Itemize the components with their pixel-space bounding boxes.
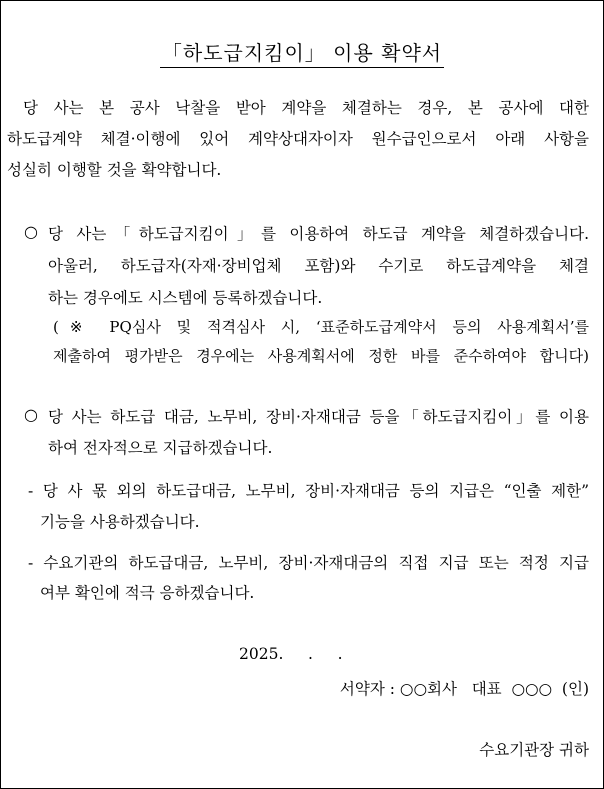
item2-line-1: 당 사는 하도급 대금, 노무비, 장비·자재대금 등을「하도급지킴이」를 이용 [48, 408, 589, 426]
item1-line-1: 당 사는「하도급지킴이」를 이용하여 하도급 계약을 체결하겠습니다. [48, 225, 589, 243]
intro-line-3: 성실히 이행할 것을 확약합니다. [7, 161, 222, 179]
bullet-circle-icon: ○ [24, 405, 38, 424]
sub1-line-2: 기능을 사용하겠습니다. [40, 513, 200, 531]
item2-line-2: 하여 전자적으로 지급하겠습니다. [48, 439, 273, 457]
item1-line-2: 아울러, 하도급자(자재·장비업체 포함)와 수기로 하도급계약을 체결 [48, 257, 589, 275]
intro-line-2: 하도급계약 체결·이행에 있어 계약상대자이자 원수급인으로서 아래 사항을 [7, 130, 589, 148]
item1-note-line-1: (※ PQ심사 및 적격심사 시, ‘표준하도급계약서 등의 사용계획서’를 [53, 318, 589, 336]
item1-note-line-2: 제출하여 평가받은 경우에는 사용계획서에 정한 바를 준수하여야 합니다) [53, 347, 589, 365]
document-title: 「하도급지킴이」 이용 확약서 [1, 37, 603, 66]
item1-line-3: 하는 경우에도 시스템에 등록하겠습니다. [48, 289, 323, 307]
addressee: 수요기관장 귀하 [479, 741, 589, 759]
bullet-circle-icon: ○ [24, 222, 38, 241]
signer-line: 서약자 : ○○회사 대표 ○○○ (인) [339, 680, 589, 698]
signature-date: 2025. . . [239, 645, 343, 663]
sub2-line-2: 여부 확인에 적극 응하겠습니다. [40, 584, 255, 602]
sub1-line-1: - 당 사 몫 외의 하도급대금, 노무비, 장비·자재대금 등의 지급은 “인출 제한” [28, 482, 589, 500]
intro-line-1: 당 사는 본 공사 낙찰을 받아 계약을 체결하는 경우, 본 공사에 대한 [23, 99, 589, 117]
sub2-line-1: - 수요기관의 하도급대금, 노무비, 장비·자재대금의 직접 지급 또는 적정 지급 [28, 554, 589, 572]
